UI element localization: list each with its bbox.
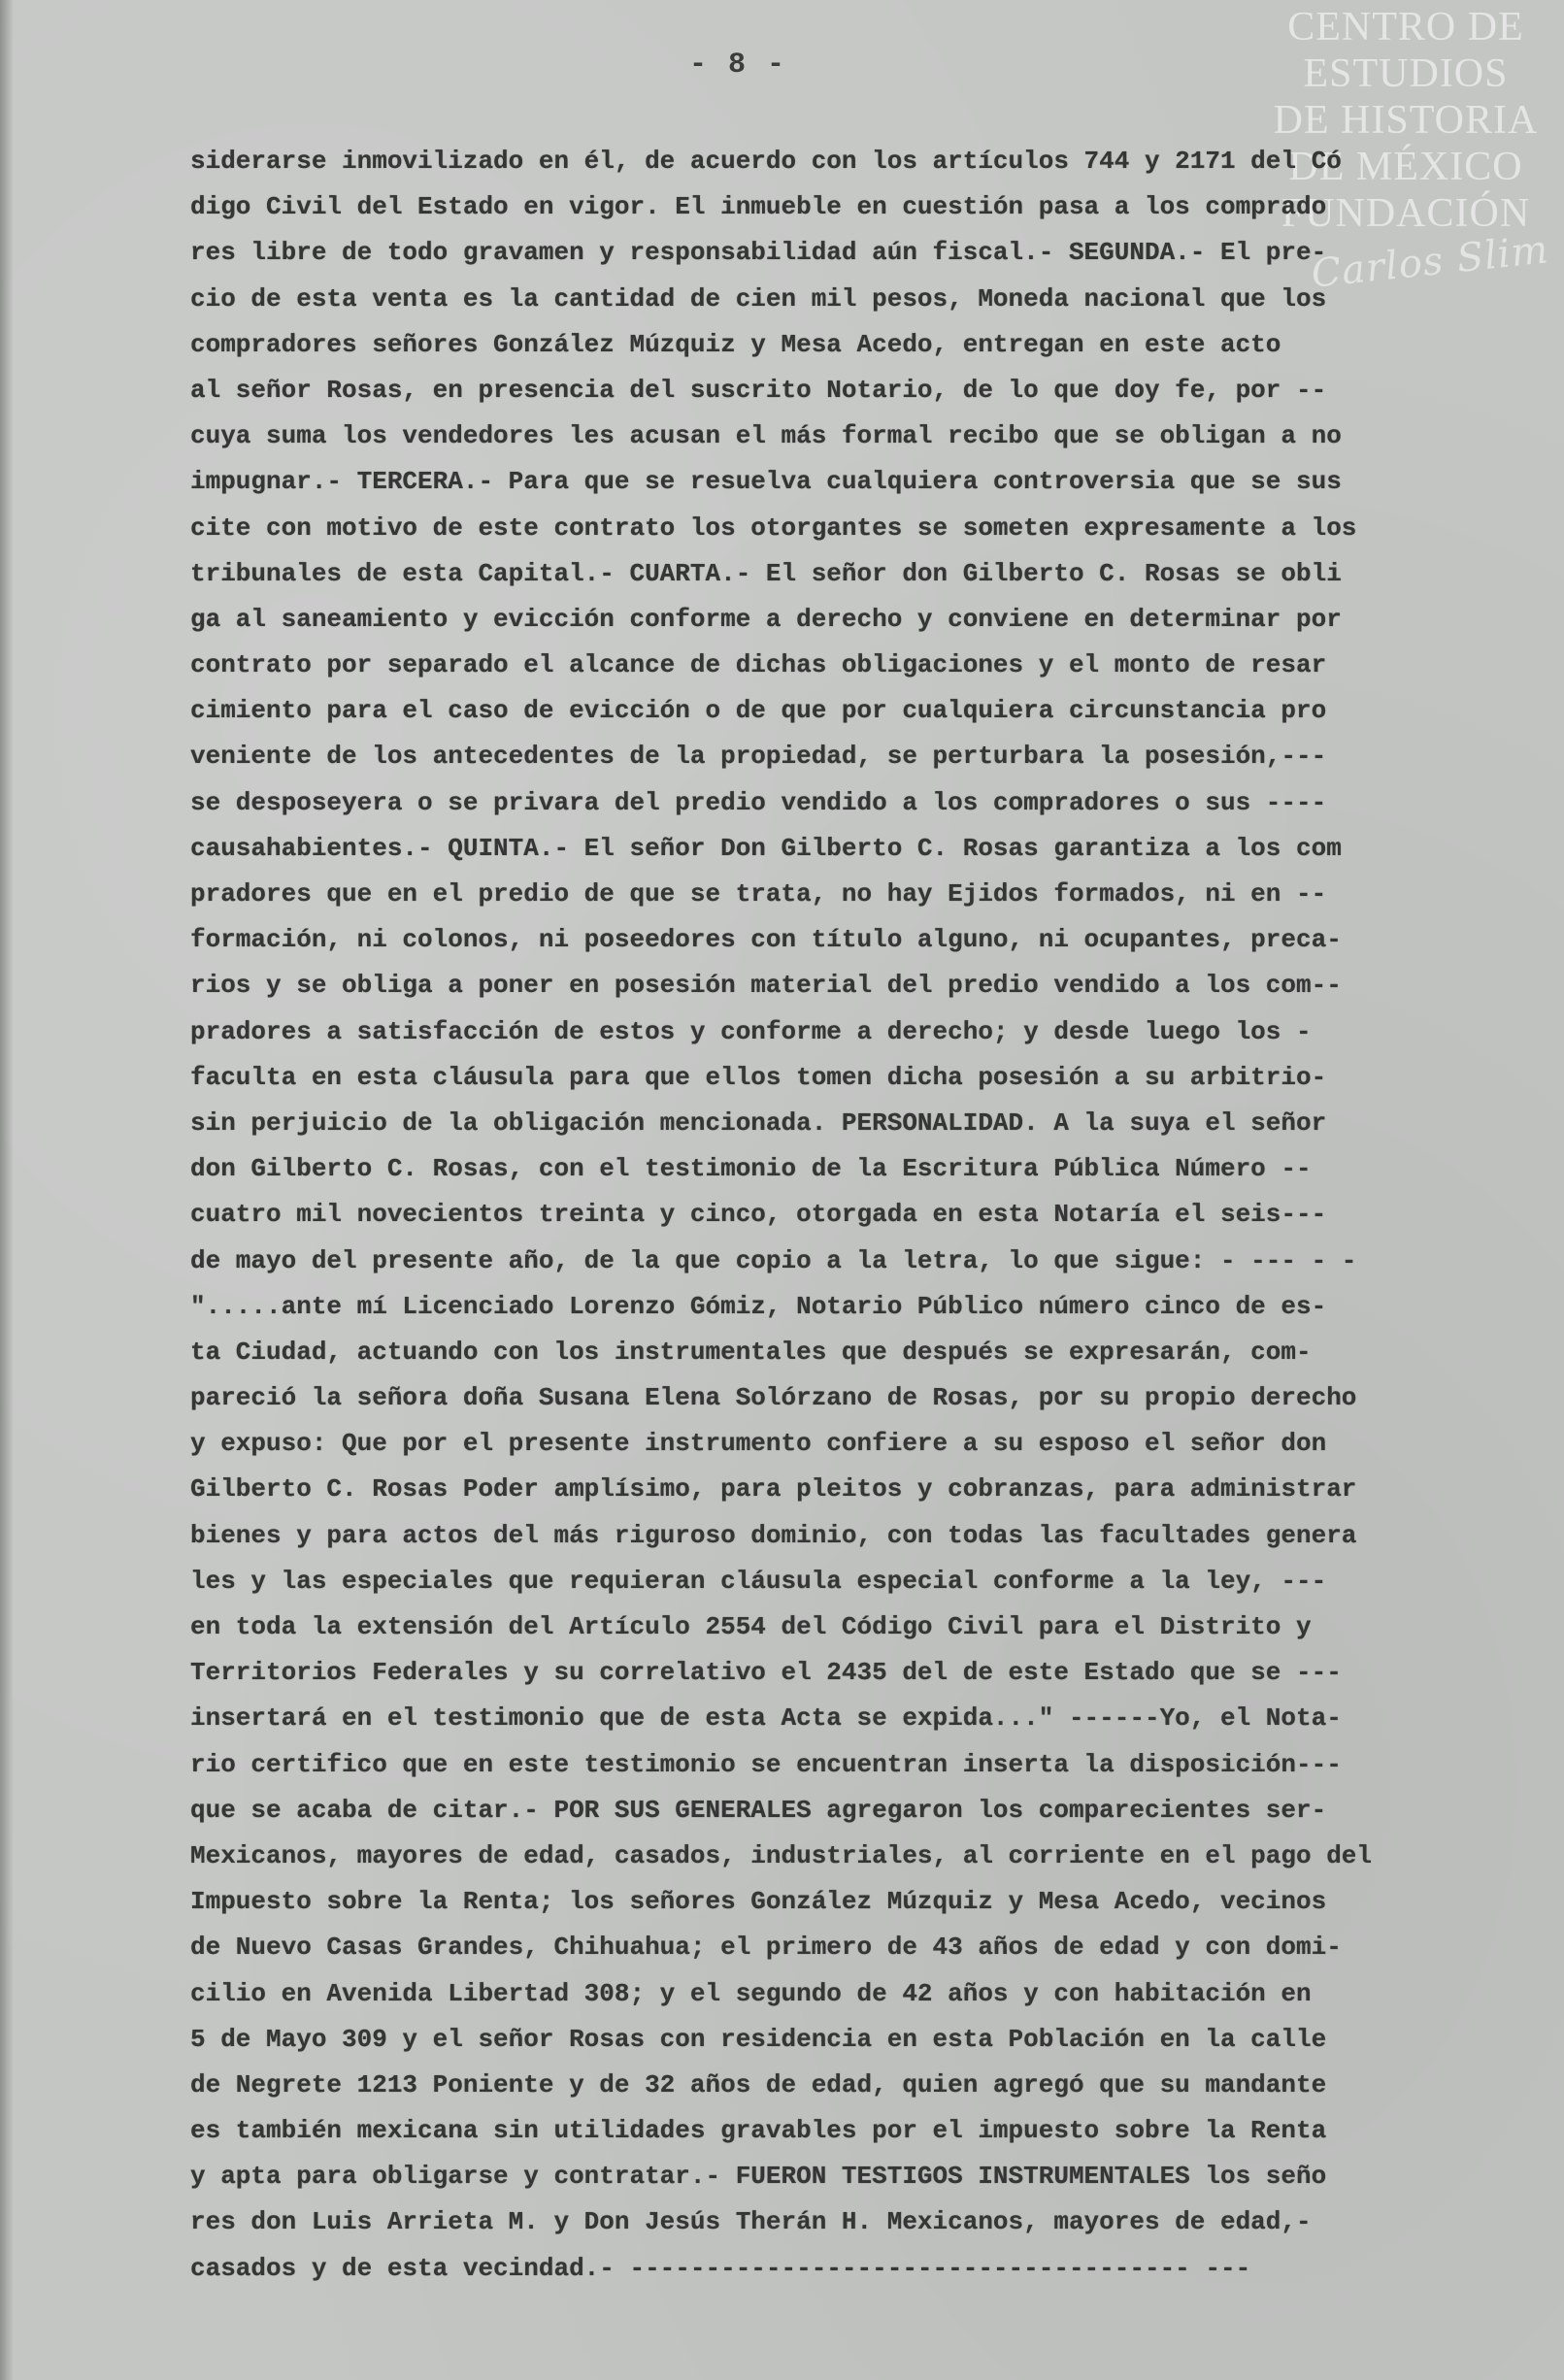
text-line: ".....ante mí Licenciado Lorenzo Gómiz, Notario Público número cinco de es-	[190, 1291, 1327, 1321]
text-line: es también mexicana sin utilidades gravables por el impuesto sobre la Renta	[190, 2116, 1327, 2146]
text-line: cite con motivo de este contrato los otorgantes se someten expresamente a los	[190, 512, 1357, 543]
text-line: ta Ciudad, actuando con los instrumentales que después se expresarán, com-	[190, 1337, 1312, 1367]
text-line: de mayo del presente año, de la que copio a la letra, lo que sigue: - --- - -	[190, 1245, 1357, 1275]
text-line: faculta en esta cláusula para que ellos tomen dicha posesión a su arbitrio-	[190, 1062, 1327, 1092]
text-line: contrato por separado el alcance de dichas obligaciones y el monto de resar	[190, 650, 1327, 680]
text-line: res don Luis Arrieta M. y Don Jesús Therán H. Mexicanos, mayores de edad,-	[190, 2207, 1312, 2237]
text-line: cuya suma los vendedores les acusan el más formal recibo que se obligan a no	[190, 421, 1342, 451]
watermark-line: ESTUDIOS	[1303, 51, 1509, 96]
text-line: ga al saneamiento y evicción conforme a derecho y conviene en determinar por	[190, 604, 1342, 634]
typewritten-body	[190, 139, 1491, 2292]
watermark-signature: Carlos Slim	[1309, 227, 1551, 297]
text-line: siderarse inmovilizado en él, de acuerdo con los artículos 744 y 2171 del Có	[190, 147, 1342, 176]
text-line: cuatro mil novecientos treinta y cinco, otorgada en esta Notaría el seis---	[190, 1200, 1327, 1230]
text-line: al señor Rosas, en presencia del suscrito Notario, de lo que doy fe, por --	[190, 375, 1327, 405]
text-line: rio certifico que en este testimonio se encuentran inserta la disposición---	[190, 1749, 1342, 1779]
text-line: veniente de los antecedentes de la propiedad, se perturbara la posesión,---	[190, 742, 1327, 772]
text-line: don Gilberto C. Rosas, con el testimonio de la Escritura Pública Número --	[190, 1154, 1312, 1184]
text-line: sin perjuicio de la obligación mencionada. PERSONALIDAD. A la suya el señor	[190, 1107, 1327, 1138]
text-line: res libre de todo gravamen y responsabilidad aún fiscal.- SEGUNDA.- El pre-	[190, 238, 1327, 268]
text-line: y apta para obligarse y contratar.- FUERON TESTIGOS INSTRUMENTALES los seño	[190, 2162, 1327, 2192]
text-line: tribunales de esta Capital.- CUARTA.- El señor don Gilberto C. Rosas se obli	[190, 558, 1342, 588]
text-line: compradores señores González Múzquiz y Mesa Acedo, entregan en este acto	[190, 329, 1281, 359]
text-line: Mexicanos, mayores de edad, casados, industriales, al corriente en el pago del	[190, 1840, 1372, 1870]
text-line: que se acaba de citar.- POR SUS GENERALES agregaron los comparecientes ser-	[190, 1795, 1327, 1825]
text-line: impugnar.- TERCERA.- Para que se resuelva cualquiera controversia que se sus	[190, 467, 1342, 497]
text-line: cio de esta venta es la cantidad de cien mil pesos, Moneda nacional que los	[190, 283, 1327, 314]
text-line: insertará en el testimonio que de esta Acta se expida..." ------Yo, el Nota-	[190, 1703, 1342, 1734]
text-line: de Negrete 1213 Poniente y de 32 años de edad, quien agregó que su mandante	[190, 2069, 1327, 2099]
page-number: - 8 -	[688, 49, 786, 82]
text-line: Gilberto C. Rosas Poder amplísimo, para pleitos y cobranzas, para administrar	[190, 1474, 1357, 1504]
text-line: rios y se obliga a poner en posesión material del predio vendido a los com--	[190, 971, 1342, 1001]
text-line: en toda la extensión del Artículo 2554 del Código Civil para el Distrito y	[190, 1612, 1312, 1641]
text-line: cimiento para el caso de evicción o de que por cualquiera circunstancia pro	[190, 696, 1327, 726]
text-line: Territorios Federales y su correlativo el 2435 del de este Estado que se ---	[190, 1658, 1342, 1688]
watermark-line: DE HISTORIA	[1273, 98, 1539, 143]
text-line: digo Civil del Estado en vigor. El inmueble en cuestión pasa a los comprado	[190, 192, 1327, 222]
text-line: Impuesto sobre la Renta; los señores González Múzquiz y Mesa Acedo, vecinos	[190, 1887, 1327, 1917]
text-line: de Nuevo Casas Grandes, Chihuahua; el primero de 43 años de edad y con domi-	[190, 1933, 1342, 1963]
text-line: formación, ni colonos, ni poseedores con título alguno, ni ocupantes, preca-	[190, 925, 1342, 955]
text-line: pareció la señora doña Susana Elena Solórzano de Rosas, por su propio derecho	[190, 1383, 1357, 1413]
text-line: cilio en Avenida Libertad 308; y el segundo de 42 años y con habitación en	[190, 1978, 1312, 2008]
text-line: casados y de esta vecindad.- ------------------------------------- ---	[190, 2253, 1251, 2283]
text-line: pradores a satisfacción de estos y conforme a derecho; y desde luego los -	[190, 1016, 1312, 1046]
text-line: causahabientes.- QUINTA.- El señor Don Gilberto C. Rosas garantiza a los com	[190, 833, 1342, 863]
page-edge-shadow	[0, 0, 14, 2380]
text-line: pradores que en el predio de que se trata, no hay Ejidos formados, ni en --	[190, 879, 1327, 909]
watermark-line: FUNDACIÓN	[1281, 191, 1531, 236]
watermark-line: CENTRO DE	[1287, 5, 1524, 50]
text-line: y expuso: Que por el presente instrumento confiere a su esposo el señor don	[190, 1429, 1327, 1459]
text-line: se desposeyera o se privara del predio vendido a los compradores o sus ----	[190, 787, 1327, 817]
text-line: les y las especiales que requieran cláusula especial conforme a la ley, ---	[190, 1566, 1327, 1596]
watermark-line: DE MÉXICO	[1288, 145, 1523, 189]
text-line: bienes y para actos del más riguroso dominio, con todas las facultades genera	[190, 1520, 1357, 1550]
text-line: 5 de Mayo 309 y el señor Rosas con residencia en esta Población en la calle	[190, 2024, 1327, 2054]
